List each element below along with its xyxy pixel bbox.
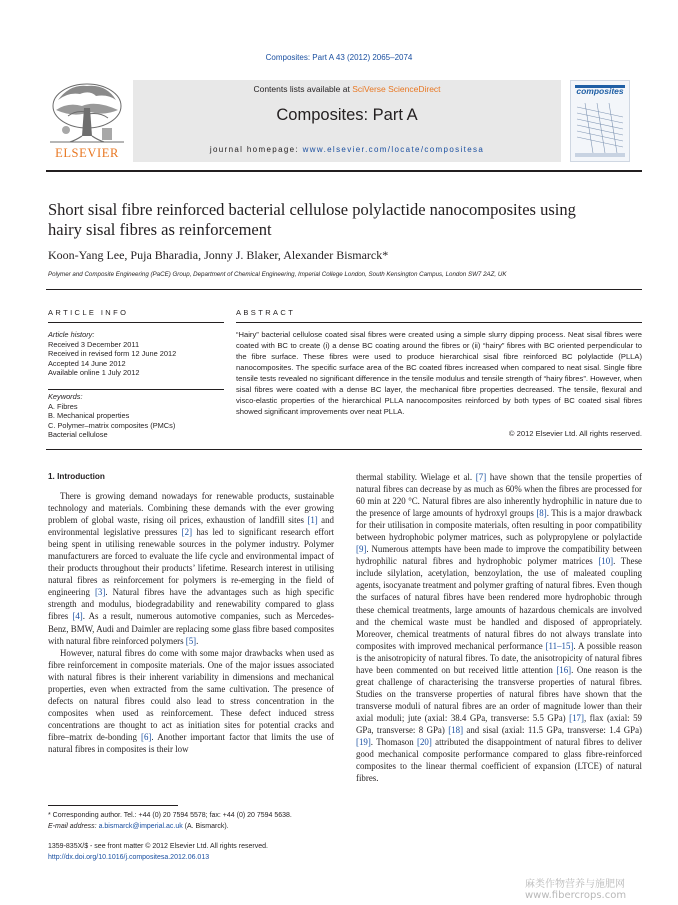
history-label: Article history: (48, 330, 95, 339)
header-divider (46, 170, 642, 172)
citation-link[interactable]: [2] (181, 527, 193, 538)
journal-citation[interactable]: Composites: Part A 43 (2012) 2065–2074 (265, 53, 413, 62)
journal-homepage (133, 145, 561, 154)
contents-prefix: Contents lists available at (253, 84, 353, 94)
article-info-rule (48, 322, 224, 323)
body-right-column (356, 471, 642, 784)
paragraph (48, 490, 334, 647)
site-watermark: 麻类作物营养与施肥网 www.fibercrops.com (525, 879, 627, 901)
history-item: Received 3 December 2011 (48, 339, 140, 349)
issn-block (48, 842, 378, 863)
citation-link[interactable]: [6] (141, 731, 152, 742)
title-divider (46, 289, 642, 290)
footnote-rule (48, 805, 178, 806)
keyword-item: Bacterial cellulose (48, 430, 108, 440)
body-text: have shown that the tensile properties of natural fibres can decrease by as much as 60% when the fibres are processed for 60 min at 220 °C. Natural fibres are also inherently hydrophilic in nature due to the presence of large amounts of hydroxyl groups (356, 472, 642, 519)
body-text: There is growing demand nowadays for renewable products, sustainable technology and materials. Combining these demands with the ever growing problem of global waste, rising oil prices, exhaustion of landfill sites (48, 491, 334, 526)
history-item: Received in revised form 12 June 2012 (48, 349, 177, 359)
paragraph (48, 647, 334, 755)
citation-link[interactable]: [3] (94, 587, 106, 598)
cover-title: composites (576, 86, 624, 96)
body-text: . Another important factor that limits the use of natural fibres in composites is their low (48, 731, 334, 754)
citation-link[interactable]: [7] (475, 472, 487, 482)
abstract-divider (46, 449, 642, 450)
citation-link[interactable]: [18] (448, 724, 464, 735)
body-text: . This is a major drawback for their utilisation in composite materials, often resulting in poor compatibility between hydrophobic polymer matrices, such as polypropylene or polylactide (356, 508, 642, 543)
citation-link[interactable]: [17] (569, 712, 584, 723)
citation-link[interactable]: [1] (307, 515, 318, 526)
sciencedirect-link[interactable]: SciVerse ScienceDirect (352, 84, 441, 94)
doi-link[interactable]: http://dx.doi.org/10.1016/j.compositesa.2012.06.013 (48, 853, 210, 861)
email-line (48, 822, 348, 833)
citation-link[interactable]: [16] (556, 664, 572, 675)
article-title: Short sisal fibre reinforced bacterial cellulose polylactide nanocomposites using hairy sisal fibres as reinforcement (48, 200, 576, 239)
body-text: . Numerous attempts have been made to improve the compatibility between hydrophilic natural fibres and hydrophobic polymer matrices (356, 544, 642, 567)
body-text: , flax (axial: 59 GPa, transverse: 8 GPa) (356, 712, 642, 735)
citation-link[interactable]: [9] (356, 544, 367, 555)
paragraph (356, 471, 642, 784)
author-list (48, 248, 388, 263)
body-text: . Thomason (370, 737, 418, 748)
citation-link[interactable]: [20] (417, 737, 432, 748)
abstract-rule (236, 322, 642, 323)
citation-link[interactable]: [19] (356, 737, 371, 748)
body-text: and environmental legislative pressures (48, 515, 334, 538)
keyword-item: B. Mechanical properties (48, 411, 130, 421)
body-left-column (48, 490, 334, 755)
keyword-item: A. Fibres (48, 401, 78, 411)
abstract-text: “Hairy” bacterial cellulose coated sisal fibres were created using a simple slurry dipping process. Neat sisal fibres were coated with BC to create (i) a dense BC coating around the fibres or (ii) “hairy” fibres with BC oriented perpendicular to the fibre surface. These fibres were used to produce hierarchical sisal fibre reinforced BC polylactide (PLLA) nanocomposites. The specific surface area of the BC coated fibres increased when compared to neat sisal. Single fibre tensile tests revealed no significant difference in the tensile modulus and tensile strength of “hairy fibres”. However, when sisal fibres were coated with a dense BC layer, the mechanical fibre properties decreased. The tensile, flexural and visco-elastic properties of the hierarchical PLLA nanocomposites reinforced by both types of BC coated sisal fibres showed significant improvements over neat PLLA. (236, 330, 642, 416)
homepage-prefix: journal homepage: (209, 145, 303, 154)
article-history (48, 330, 224, 378)
citation-link[interactable]: [5] (185, 635, 197, 646)
history-item: Available online 1 July 2012 (48, 368, 140, 378)
keyword-item: C. Polymer–matrix composites (PMCs) (48, 420, 176, 430)
citation-link[interactable]: [10] (598, 556, 614, 567)
tree-icon (46, 80, 128, 146)
contents-line (133, 84, 561, 94)
corresponding-author-mark[interactable]: * (382, 248, 389, 262)
authors-text: Koon-Yang Lee, Puja Bharadia, Jonny J. Blaker, Alexander Bismarck (48, 248, 383, 262)
publisher-name: ELSEVIER (55, 146, 119, 160)
homepage-link[interactable]: www.elsevier.com/locate/compositesa (302, 145, 485, 154)
body-text: . One reason is the great challenge of characterising the transverse properties of natural fibres. Studies on the transverse properties of natural fibres have shown that the transverse moduli of natural fibres are an order of magnitude lower than their axial moduli; jute (axial: 38.4 GPa, transverse: 5.5 GPa) (356, 664, 642, 723)
corresponding-author-contact: * Corresponding author. Tel.: +44 (0) 20 7594 5578; fax: +44 (0) 20 7594 5638. (48, 812, 292, 819)
citation-link[interactable]: [11–15] (545, 640, 574, 651)
body-text: attributed the disappointment of natural fibres to deliver good mechanical composite performance compared to glass fibre-reinforced composites to the linear thermal coefficient of expansion (LTCE) of natural fibres. (356, 737, 642, 784)
copyright-line: © 2012 Elsevier Ltd. All rights reserved. (508, 429, 642, 438)
keywords-label: Keywords: (48, 392, 83, 401)
email-label: E-mail address: (48, 822, 99, 830)
journal-title: Composites: Part A (276, 106, 418, 124)
email-suffix: (A. Bismarck). (182, 822, 229, 830)
keywords-rule (48, 389, 224, 390)
affiliation: Polymer and Composite Engineering (PaCE) Group, Department of Chemical Engineering, Imperial College London, South Kensington Campus, London SW7 2AZ, UK (48, 271, 507, 278)
body-text: . As a result, numerous automotive companies, such as Mercedes-Benz, BMW, Audi and Daimler are replacing some glass fibre based composites with natural fibre reinforced polymers (48, 611, 334, 646)
body-text: . A possible reason is the anisotropicity of natural fibres. To date, the anisotropicity of natural fibres have been commented on but received little attention (356, 640, 642, 675)
article-info-heading: ARTICLE INFO (48, 308, 129, 317)
corresponding-author-footnote (48, 811, 348, 832)
body-text: thermal stability. Wielage et al. (356, 472, 476, 482)
section-heading-introduction: 1. Introduction (48, 472, 105, 481)
issn-line: 1359-835X/$ - see front matter © 2012 Elsevier Ltd. All rights reserved. (48, 843, 268, 850)
history-item: Accepted 14 June 2012 (48, 358, 126, 368)
body-text: . Natural fibres have the advantages such as high specific strength and modulus, biodegradability and renewability compared to glass fibres (48, 587, 334, 622)
body-text: . (196, 635, 199, 646)
body-text: has led to significant research effort being spent in utilising renewable sources in the polymer industry. Polymer manufacturers are forced to evaluate the life cycle and environmental impact of their products throughout their products’ lifetime. Research interest in utilising natural fibres as reinforcement for polymers is re-emerging in the field of engineering (48, 527, 334, 598)
body-text: However, natural fibres do come with some major drawbacks when used as fibre reinforcement in composite materials. One of the major issues associated with natural fibres is their inherent variability in dimensions and mechanical properties, even when extracted from the same cultivation. The presence of defects on natural fibres could also lead to stress concentration in the composites when used as reinforcement. These defect induced stress concentrations are thought to act as initiation sites for potential cracks and fibre–matrix de-bonding (48, 647, 334, 742)
abstract-heading: ABSTRACT (236, 308, 296, 317)
citation-link[interactable]: [4] (72, 611, 83, 622)
email-link[interactable]: a.bismarck@imperial.ac.uk (98, 822, 183, 830)
body-text: . These include silylation, acetylation, benzoylation, the use of maleated coupling agents, isocyanate treatment and polymer grafting of natural fibres. Even though the surfaces of natural fibres have been rendered more hydrophobic through these chemical treatments, large amounts of hazardous chemicals are involved and the chemical waste must be handled and disposed of appropriately. Moreover, chemical treatments of natural fibres do not always translate into composites with improved mechanical performance (356, 556, 642, 651)
body-text: and sisal (axial: 11.5 GPa, transverse: 1.4 GPa) (463, 724, 642, 735)
keywords (48, 392, 224, 440)
citation-link[interactable]: [8] (536, 508, 547, 519)
